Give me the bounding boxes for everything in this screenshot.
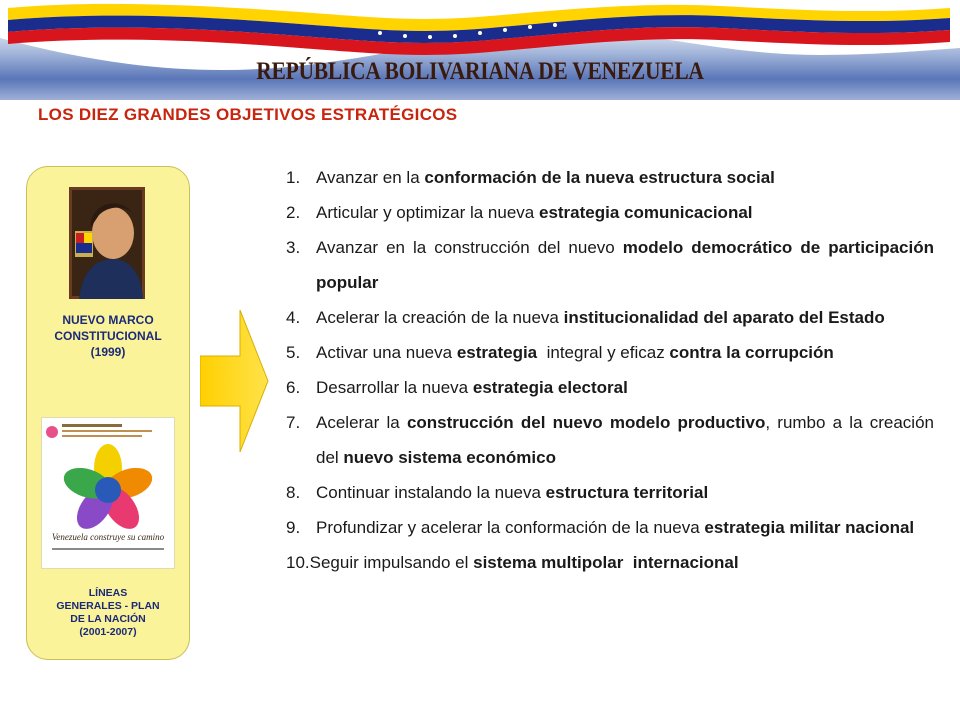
bolivar-portrait-icon (69, 187, 145, 299)
objective-item (286, 405, 939, 475)
objective-number: 8. (286, 483, 301, 502)
objective-item (286, 230, 939, 300)
objective-text: Desarrollar la nueva (316, 378, 473, 397)
objective-number: 2. (286, 203, 301, 222)
objective-number: 7. (286, 413, 301, 432)
arrow-right-icon (200, 310, 270, 452)
objective-emphasis: estrategia electoral (472, 378, 628, 397)
objective-number: 5. (286, 343, 301, 362)
objective-emphasis: institucionalidad del aparato del Estado (563, 308, 885, 327)
objective-number: 1. (286, 168, 301, 187)
objective-item (286, 160, 934, 195)
objective-number: 10. (286, 553, 310, 572)
objective-item (286, 335, 934, 370)
objective-emphasis: modelo democrático de participación popular (316, 238, 939, 292)
objective-text: Activar una nueva (316, 343, 457, 362)
objective-text: Avanzar en la construcción del nuevo (316, 238, 623, 257)
plan-cover-image (41, 417, 175, 569)
objective-emphasis: estrategia comunicacional (538, 203, 753, 222)
plan-cover-text: Venezuela construye su camino (51, 532, 165, 542)
flag-banner (0, 0, 960, 110)
page-title: REPÚBLICA BOLIVARIANA DE VENEZUELA (256, 58, 704, 85)
objective-number: 9. (286, 518, 301, 537)
objectives-list (286, 160, 939, 580)
objective-emphasis: estructura territorial (545, 483, 709, 502)
objective-text: Profundizar y acelerar la conformación de la nueva (316, 518, 705, 537)
objective-text: integral y eficaz (537, 343, 670, 362)
objective-text: Articular y optimizar la nueva (316, 203, 539, 222)
objective-number: 4. (286, 308, 301, 327)
objective-item (286, 510, 934, 545)
objective-number: 3. (286, 238, 301, 257)
objective-number: 6. (286, 378, 301, 397)
objective-emphasis: estrategia (456, 343, 538, 362)
flower-logo-icon (42, 418, 174, 568)
objective-item (286, 475, 934, 510)
objective-emphasis: estrategia militar nacional (704, 518, 915, 537)
objective-emphasis: sistema multipolar internacional (473, 553, 739, 572)
objective-text: Continuar instalando la nueva (316, 483, 546, 502)
objective-text: , rumbo a la creación del (316, 413, 939, 467)
section-title: LOS DIEZ GRANDES OBJETIVOS ESTRATÉGICOS (38, 105, 458, 124)
objective-text: Seguir impulsando el (309, 553, 474, 572)
objective-text: Acelerar la (316, 413, 407, 432)
objective-item (286, 545, 934, 580)
constitution-caption: NUEVO MARCO CONSTITUCIONAL (1999) (54, 313, 162, 359)
objective-item (286, 300, 934, 335)
objective-text: Avanzar en la (316, 168, 425, 187)
objective-emphasis: construcción del nuevo modelo productivo (406, 413, 766, 432)
plan-caption: LÍNEAS GENERALES - PLAN DE LA NACIÓN (2001-2007) (56, 587, 160, 638)
objective-emphasis: contra la corrupción (669, 343, 834, 362)
objective-item (286, 370, 934, 405)
objective-emphasis: conformación de la nueva estructura social (424, 168, 775, 187)
objective-emphasis: nuevo sistema económico (343, 448, 556, 467)
objective-text: Acelerar la creación de la nueva (316, 308, 564, 327)
objective-item (286, 195, 934, 230)
left-panel (26, 166, 190, 660)
